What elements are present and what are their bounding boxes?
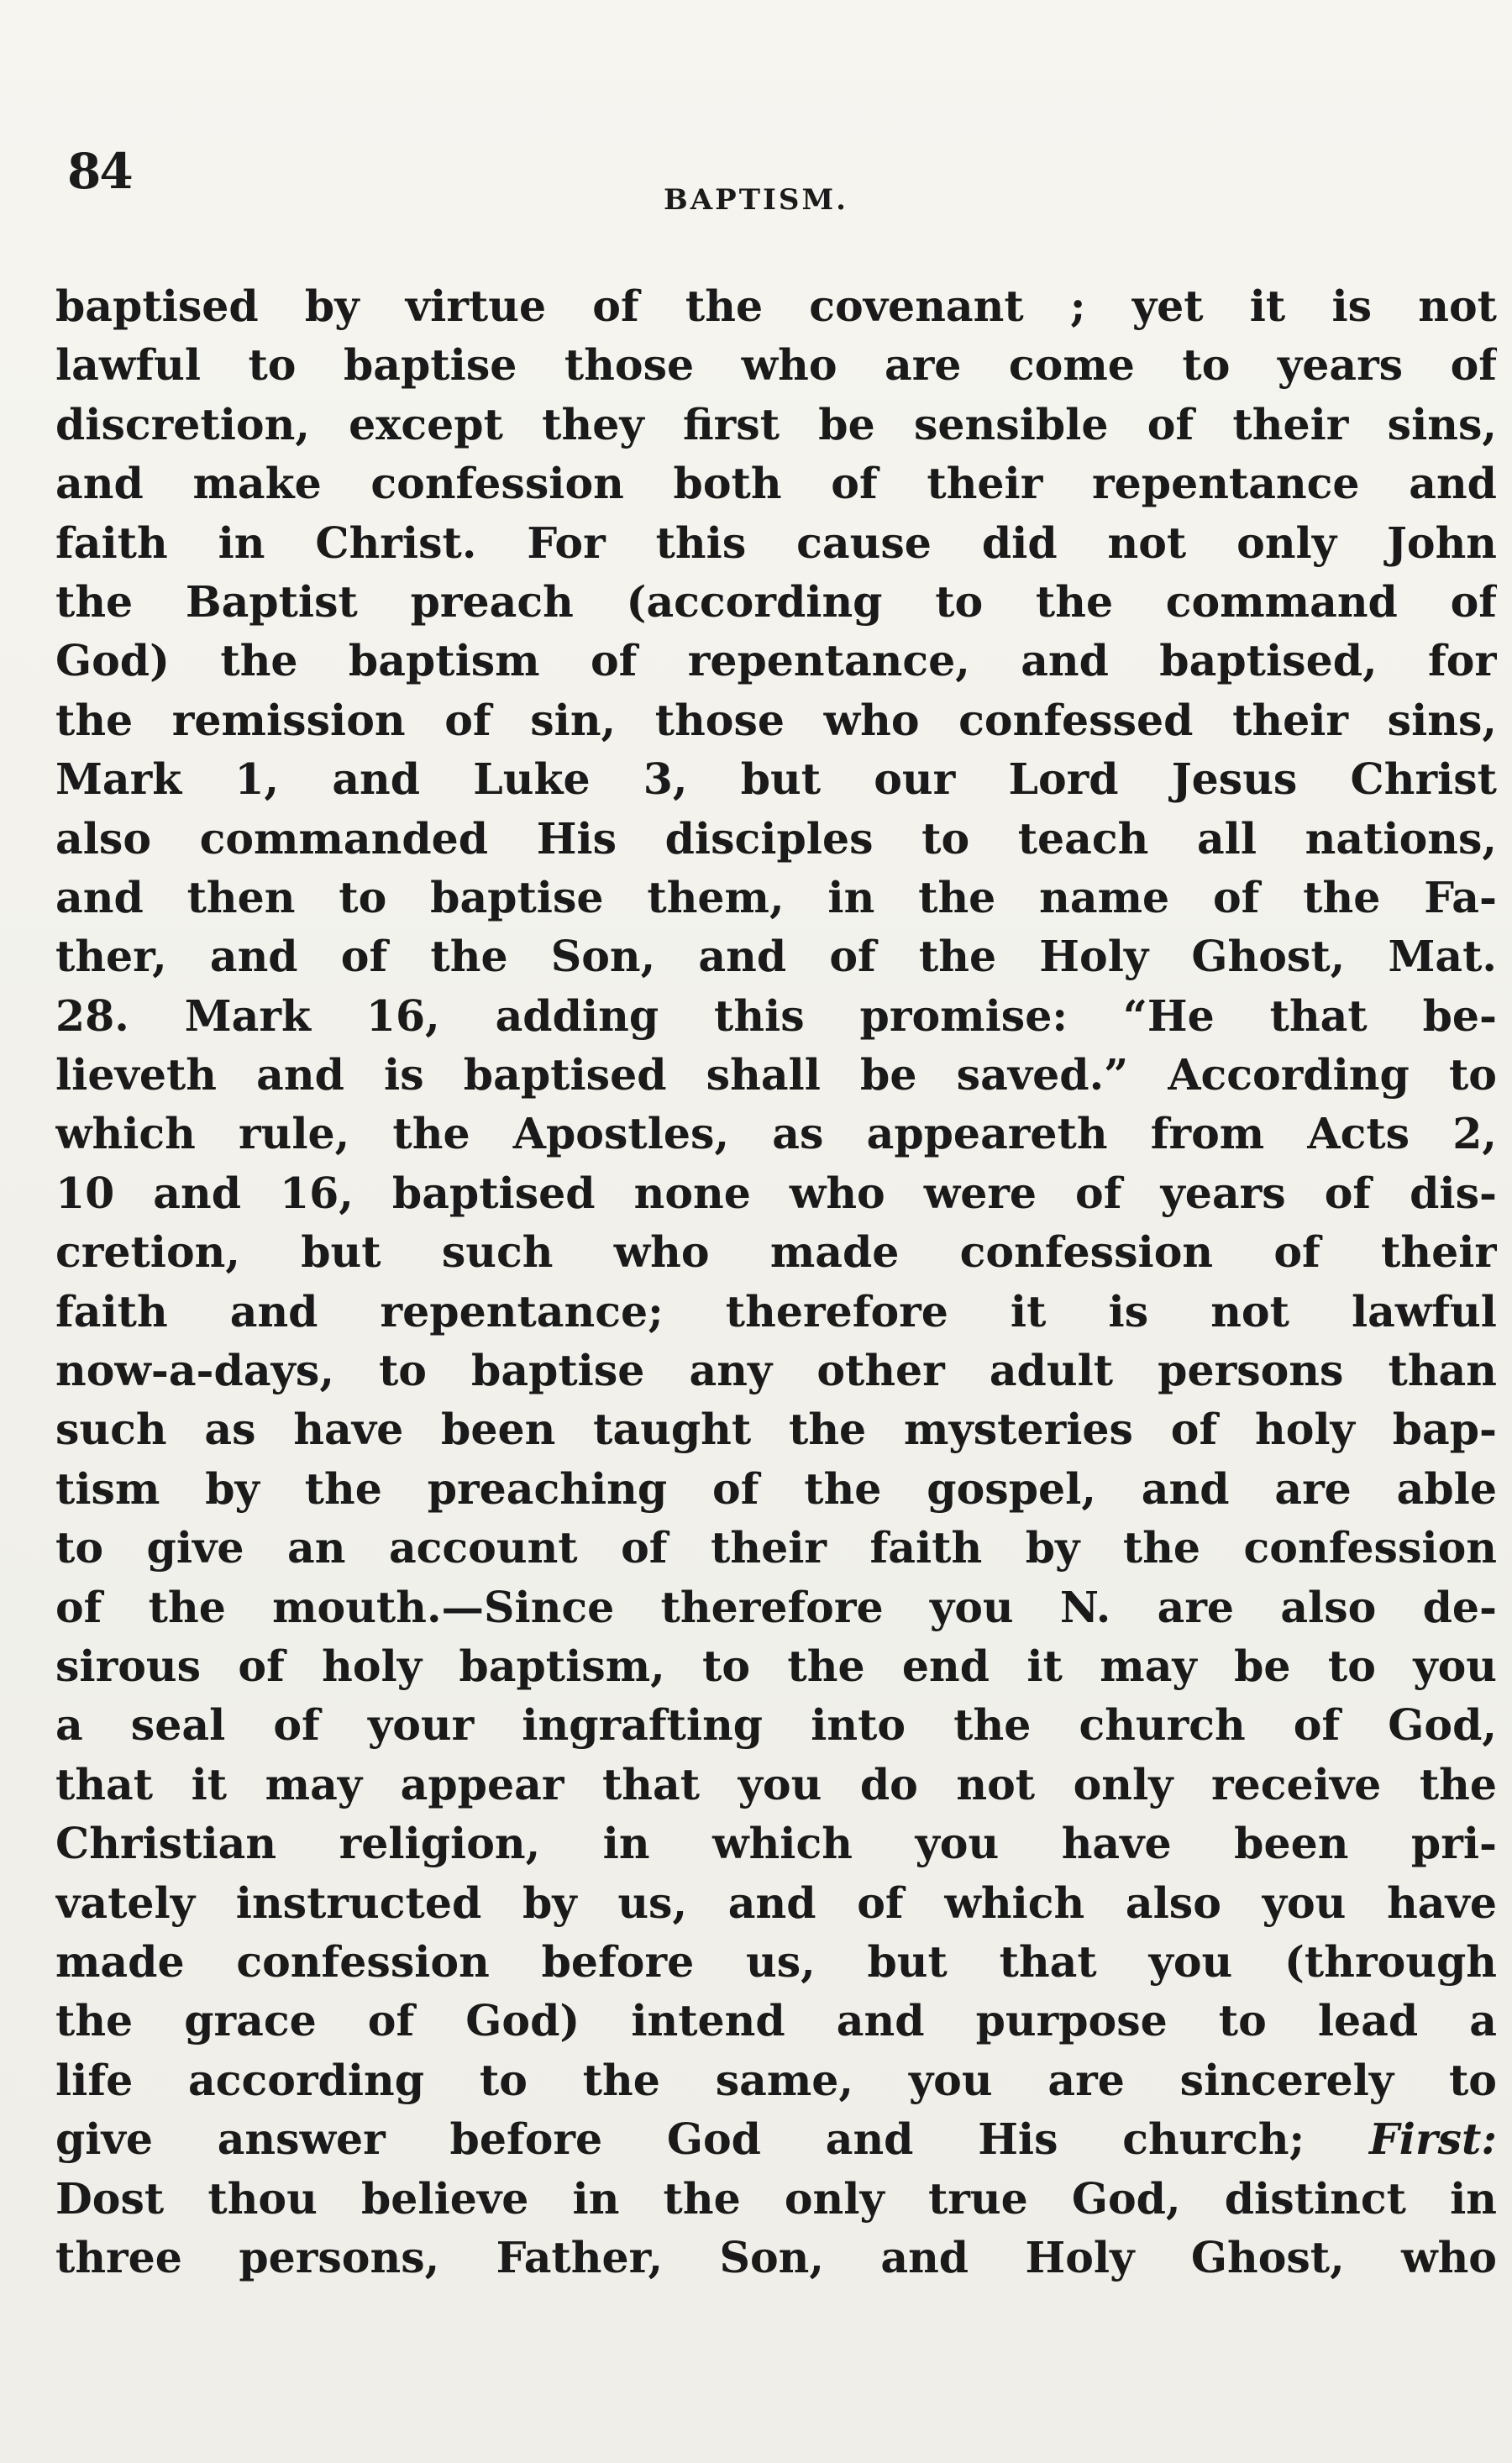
running-head: BAPTISM. [664,183,848,217]
text-line: now-a-days, to baptise any other adult persons than [55,1346,1497,1396]
text-line: the remission of sin, those who confessed their sins, [55,695,1497,745]
text-line: Mark 1, and Luke 3, but our Lord Jesus Christ [55,754,1497,805]
text-line-mixed [55,2110,1497,2169]
text-line: and make confession both of their repentance and [55,459,1497,509]
text-line: Dost thou believe in the only true God, distinct in [55,2173,1497,2224]
text-line: tism by the preaching of the gospel, and are able [55,1463,1497,1514]
text-line: baptised by virtue of the covenant ; yet it is not [55,281,1497,331]
text-line: 28. Mark 16, adding this promise: “He that be- [55,990,1497,1041]
text-line: to give an account of their faith by the confession [55,1523,1497,1573]
text-line: three persons, Father, Son, and Holy Ghost, who [55,2232,1497,2282]
text-line: of the mouth.—Since therefore you N. are also de- [55,1582,1497,1632]
text-line: made confession before us, but that you (through [55,1936,1497,1987]
text-line: the Baptist preach (according to the command of [55,576,1497,627]
text-line: lawful to baptise those who are come to years of [55,340,1497,391]
text-line: 10 and 16, baptised none who were of years of dis- [55,1168,1497,1218]
text-line: a seal of your ingrafting into the church of God, [55,1700,1497,1751]
page-number: 84 [67,143,132,200]
text-line: and then to baptise them, in the name of the Fa- [55,872,1497,922]
text-line: vately instructed by us, and of which also you have [55,1877,1497,1928]
text-line: faith in Christ. For this cause did not only John [55,517,1497,568]
text-line: discretion, except they first be sensible of their sins, [55,399,1497,449]
text-line: which rule, the Apostles, as appeareth from Acts 2, [55,1109,1497,1159]
text-line: faith and repentance; therefore it is not lawful [55,1286,1497,1337]
text-line: Christian religion, in which you have been pri- [55,1819,1497,1869]
body-text [55,277,1497,2287]
text-segment: give answer before God and His church; [55,2114,1305,2165]
text-line: life according to the same, you are sincerely to [55,2055,1497,2105]
text-line: God) the baptism of repentance, and baptised, for [55,636,1497,686]
text-line: lieveth and is baptised shall be saved.” According to [55,1050,1497,1100]
text-line: cretion, but such who made confession of their [55,1227,1497,1278]
text-line: that it may appear that you do not only receive the [55,1759,1497,1809]
text-line: the grace of God) intend and purpose to lead a [55,1996,1497,2046]
text-line: such as have been taught the mysteries of holy bap- [55,1405,1497,1455]
text-line: also commanded His disciples to teach all nations, [55,813,1497,864]
text-line: sirous of holy baptism, to the end it may be to you [55,1641,1497,1691]
text-line: ther, and of the Son, and of the Holy Ghost, Mat. [55,932,1497,982]
italic-word: First: [1368,2114,1497,2165]
